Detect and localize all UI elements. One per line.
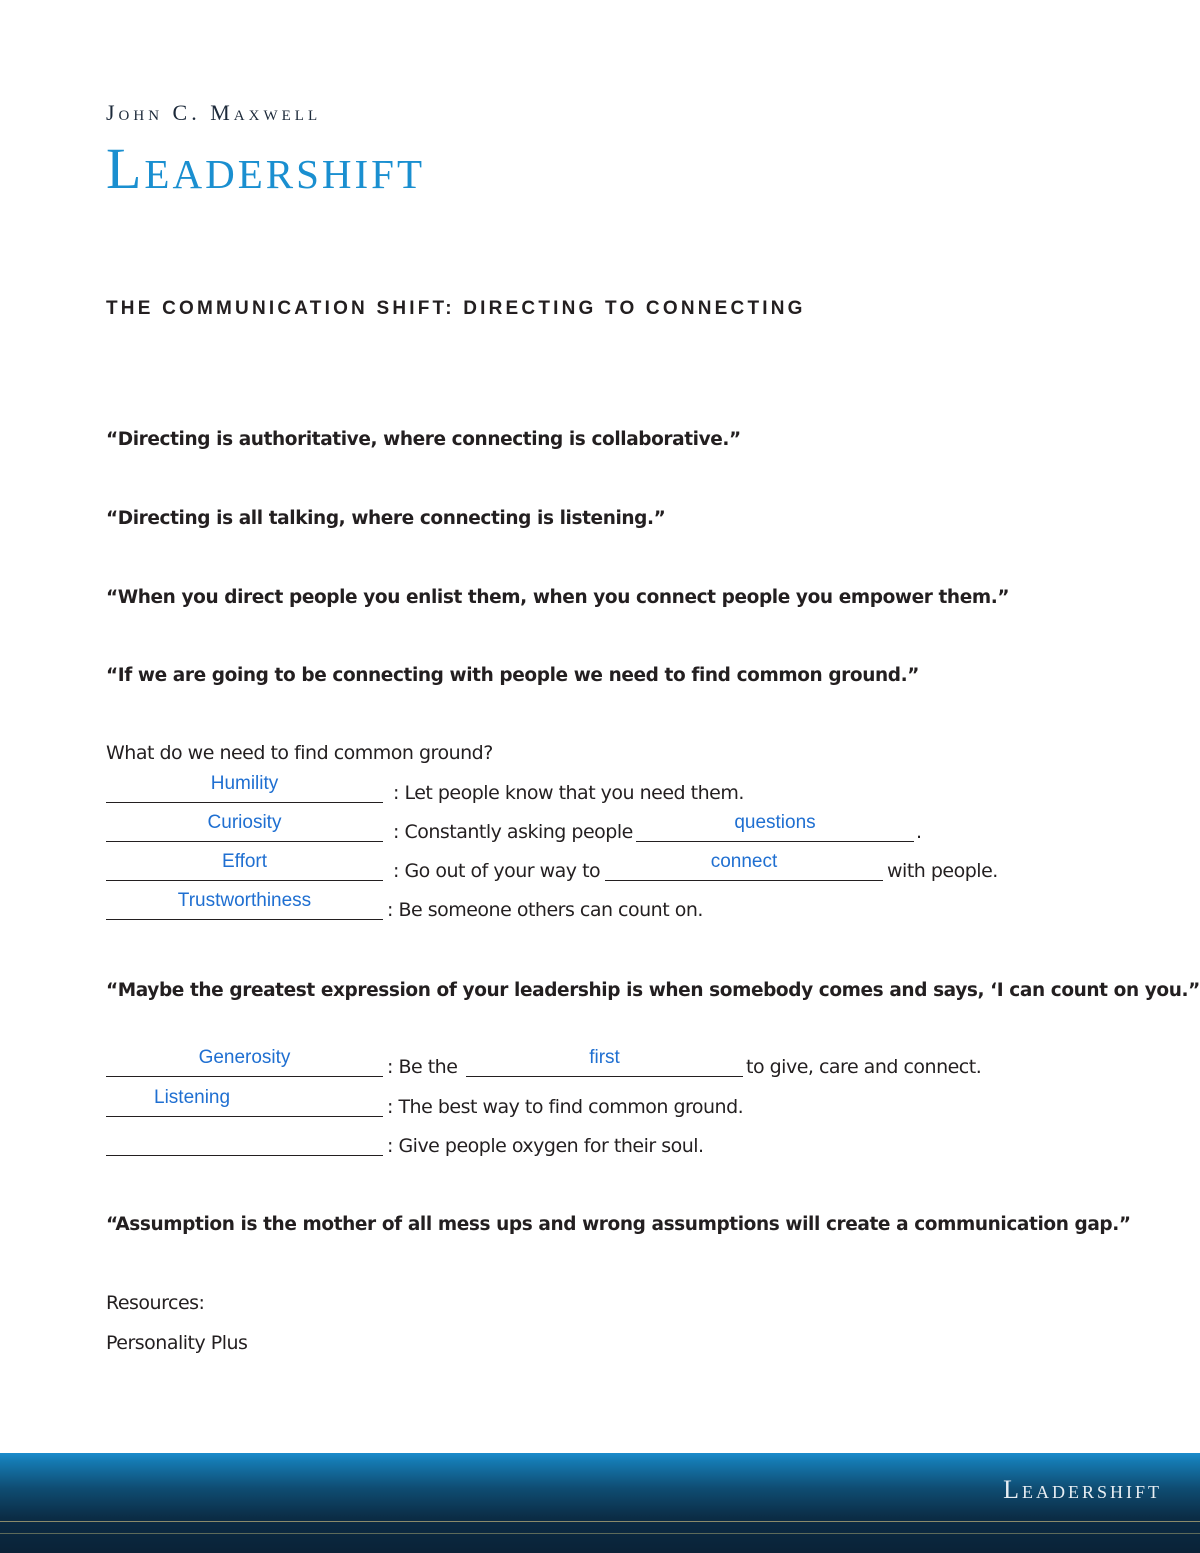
resources-label: Resources: (106, 1292, 205, 1314)
answer-text: Generosity (198, 1047, 291, 1068)
footer-bar (0, 1453, 1200, 1553)
quote-2: “Directing is all talking, where connecting is listening.” (106, 508, 666, 529)
row-text: : Give people oxygen for their soul. (387, 1135, 704, 1157)
blank-field[interactable] (106, 811, 383, 842)
answer-text: Humility (210, 773, 279, 794)
blank-field-2[interactable] (636, 811, 914, 842)
fill-row-humility (106, 772, 1006, 808)
footer-divider-bottom (0, 1533, 1200, 1534)
fill-row-trustworthiness (106, 889, 1006, 925)
fill-row-effort (106, 850, 1026, 886)
blank-field[interactable] (106, 850, 383, 881)
quote-3: “When you direct people you enlist them, when you connect people you empower them.” (106, 587, 1010, 608)
resource-item: Personality Plus (106, 1332, 248, 1354)
row-text-end: with people. (887, 860, 998, 882)
row-text: : Let people know that you need them. (393, 782, 744, 804)
footer-brand: Leadershift (1003, 1475, 1162, 1504)
answer-text: Curiosity (207, 812, 282, 833)
answer-text: Effort (221, 851, 268, 872)
blank-field[interactable] (106, 1086, 383, 1117)
answer-text-2: connect (710, 851, 778, 872)
blank-field[interactable] (106, 889, 383, 920)
answer-text: Trustworthiness (177, 890, 312, 911)
section-title: THE COMMUNICATION SHIFT: DIRECTING TO CONNECTING (106, 298, 806, 319)
blank-field[interactable] (106, 772, 383, 803)
answer-text-2: first (589, 1047, 620, 1068)
row-text: : Be someone others can count on. (387, 899, 703, 921)
answer-text: Listening (154, 1087, 231, 1108)
blank-field[interactable] (106, 1046, 383, 1077)
row-text: : Be the (387, 1056, 458, 1078)
row-text: : The best way to find common ground. (387, 1096, 744, 1118)
row-text: : Go out of your way to (393, 860, 601, 882)
fill-row-curiosity (106, 811, 1006, 847)
quote-4: “If we are going to be connecting with people we need to find common ground.” (106, 665, 919, 686)
author-name: John C. Maxwell (106, 100, 322, 125)
row-text-end: . (916, 821, 922, 843)
fill-row-empty (106, 1125, 1006, 1161)
quote-1: “Directing is authoritative, where connecting is collaborative.” (106, 429, 741, 450)
blank-field-2[interactable] (605, 850, 883, 881)
brand-title: Leadershift (106, 136, 425, 201)
footer-divider (0, 1521, 1200, 1522)
quote-6: “Assumption is the mother of all mess ups and wrong assumptions will create a communication gap.” (106, 1214, 1131, 1235)
blank-field-2[interactable] (466, 1046, 743, 1077)
row-text: : Constantly asking people (393, 821, 633, 843)
common-ground-question: What do we need to find common ground? (106, 742, 493, 764)
answer-text-2: questions (734, 812, 816, 833)
fill-row-generosity (106, 1046, 1006, 1082)
blank-field[interactable] (106, 1125, 383, 1156)
row-text-end: to give, care and connect. (746, 1056, 982, 1078)
quote-5: “Maybe the greatest expression of your leadership is when somebody comes and says, ‘I can count on you.” (106, 980, 1200, 1001)
fill-row-listening (106, 1086, 1006, 1122)
